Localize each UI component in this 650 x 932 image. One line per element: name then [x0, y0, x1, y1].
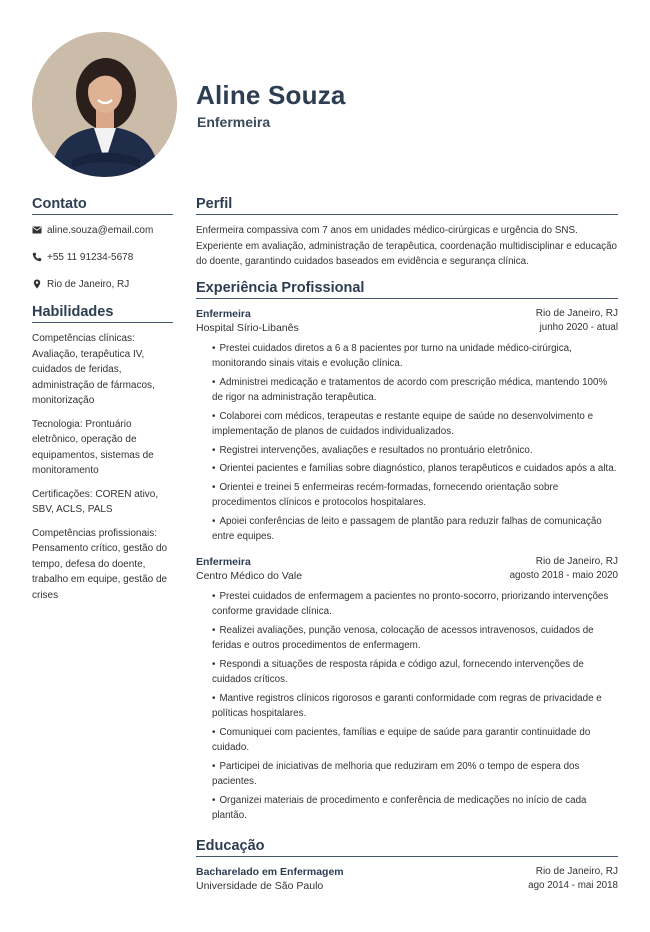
location-pin-icon — [32, 279, 42, 289]
job-bullets — [212, 589, 618, 824]
job-bullet: • Respondi a situações de resposta rápida e código azul, fornecendo intervenções de cuidados críticos. — [212, 657, 618, 688]
contact-location — [32, 277, 173, 291]
job-location: Rio de Janeiro, RJ — [535, 555, 618, 567]
job-bullet: • Administrei medicação e tratamentos de acordo com prescrição médica, mantendo 100% de rigor na administração terapêutica. — [212, 375, 618, 406]
mail-icon — [32, 225, 42, 235]
job-bullet: • Orientei e treinei 5 enfermeiras recém-formadas, fornecendo orientação sobre procedimentos clínicos e protocolos hospitalares. — [212, 480, 618, 511]
job-bullet: • Colaborei com médicos, terapeutas e restante equipe de saúde no desenvolvimento e implementação de planos de cuidados individualizados. — [212, 409, 618, 440]
education-school: Universidade de São Paulo — [196, 879, 324, 892]
job-entry — [196, 555, 618, 824]
profile-photo — [32, 32, 177, 177]
job-bullet: • Orientei pacientes e famílias sobre diagnóstico, planos terapêuticos e cuidados após a alta. — [212, 461, 618, 477]
job-bullet: • Registrei intervenções, avaliações e resultados no prontuário eletrônico. — [212, 443, 618, 459]
contact-email[interactable] — [32, 223, 173, 237]
job-bullet: • Prestei cuidados de enfermagem a pacientes no pronto-socorro, priorizando intervenções conforme gravidade clínica. — [212, 589, 618, 620]
education-section-title: Educação — [196, 838, 618, 857]
job-bullet: • Prestei cuidados diretos a 6 a 8 pacientes por turno na unidade médico-cirúrgica, monitorando sinais vitais e evolução clínica. — [212, 341, 618, 372]
skill-item: Tecnologia: Prontuário eletrônico, operação de equipamentos, sistemas de monitoramento — [32, 418, 154, 476]
candidate-role: Enfermeira — [197, 114, 271, 130]
profile-section-title: Perfil — [196, 196, 618, 215]
education-entry — [196, 865, 618, 893]
contact-email-text: aline.souza@email.com — [47, 224, 154, 236]
job-bullets — [212, 341, 618, 545]
education-dates: ago 2014 - mai 2018 — [528, 879, 618, 891]
phone-icon — [32, 252, 42, 262]
job-location: Rio de Janeiro, RJ — [535, 307, 618, 319]
skills-section-title: Habilidades — [32, 304, 173, 323]
right-column — [196, 196, 618, 893]
education-location: Rio de Janeiro, RJ — [535, 865, 618, 877]
skill-item: Competências clínicas: Avaliação, terapêutica IV, cuidados de feridas, administração de fármacos, monitorização — [32, 333, 155, 406]
profile-summary: Enfermeira compassiva com 7 anos em unidades médico-cirúrgicas e urgência do SNS. Experiente em avaliação, administração de terapêutica, coordenação multidisciplinar e educação do doente, garantindo cuidados baseados em evidência e segurança clínica. — [196, 225, 617, 267]
contact-phone-text: +55 11 91234-5678 — [47, 251, 134, 263]
job-bullet: • Mantive registros clínicos rigorosos e garanti conformidade com regras de privacidade e políticas hospitalares. — [212, 691, 618, 722]
skill-item: Certificações: COREN ativo, SBV, ACLS, PALS — [32, 488, 159, 515]
left-column — [32, 196, 173, 611]
job-employer: Hospital Sírio-Libanês — [196, 321, 299, 334]
job-dates: agosto 2018 - maio 2020 — [509, 569, 618, 581]
job-employer: Centro Médico do Vale — [196, 569, 303, 582]
candidate-name: Aline Souza — [196, 80, 346, 110]
job-bullet: • Realizei avaliações, punção venosa, colocação de acessos intravenosos, cuidados de feridas e outros procedimentos de enfermagem. — [212, 623, 618, 654]
job-title: Enfermeira — [196, 307, 251, 320]
job-bullet: • Comuniquei com pacientes, famílias e equipe de saúde para garantir continuidade do cuidado. — [212, 725, 618, 756]
contact-location-text: Rio de Janeiro, RJ — [47, 278, 130, 290]
experience-section-title: Experiência Profissional — [196, 280, 618, 299]
contact-phone[interactable] — [32, 250, 173, 264]
job-bullet: • Organizei materiais de procedimento e conferência de medicações no início de cada plantão. — [212, 793, 618, 824]
job-entry — [196, 307, 618, 545]
education-degree: Bacharelado em Enfermagem — [196, 865, 344, 878]
contact-section-title: Contato — [32, 196, 173, 215]
job-bullet: • Apoiei conferências de leito e passagem de plantão para reduzir falhas de comunicação entre equipes. — [212, 514, 618, 545]
job-title: Enfermeira — [196, 555, 251, 568]
skill-item: Competências profissionais: Pensamento crítico, gestão do tempo, defesa do doente, trabalho em equipe, gestão de crises — [32, 527, 168, 601]
job-dates: junho 2020 - atual — [539, 321, 618, 333]
job-bullet: • Participei de iniciativas de melhoria que reduziram em 20% o tempo de espera dos pacientes. — [212, 759, 618, 790]
